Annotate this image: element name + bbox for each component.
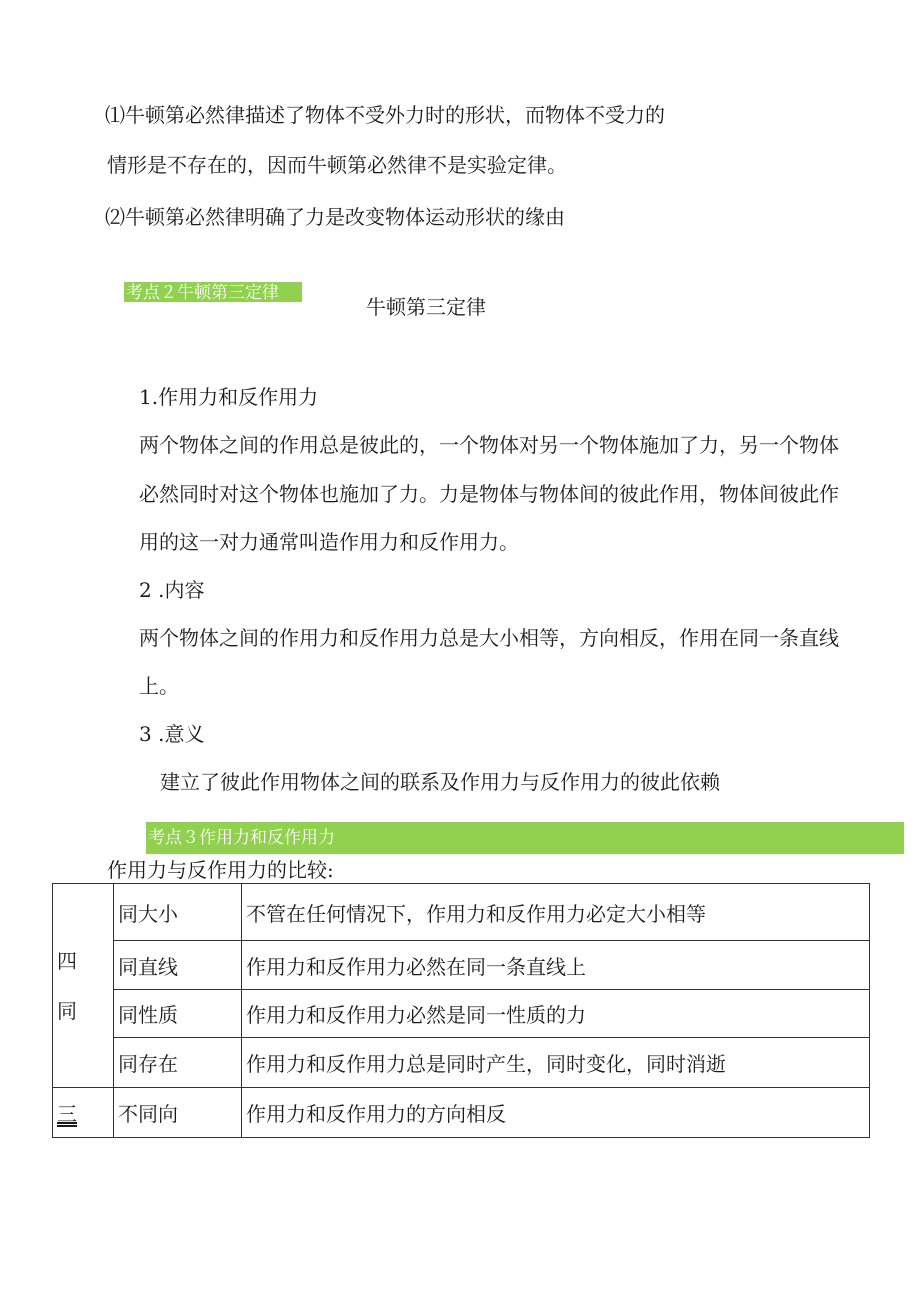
heading-1: 1.作用力和反作用力 — [139, 385, 319, 409]
paragraph-1-line-2: 必然同时对这个物体也施加了力。力是物体与物体间的彼此作用，物体间彼此作 — [139, 482, 839, 506]
comparison-table — [52, 883, 870, 1138]
group-label-three — [53, 1088, 114, 1138]
section-badge-kaodian-2: 考点２牛顿第三定律 — [124, 282, 302, 302]
row-description: 作用力和反作用力的方向相反 — [242, 1088, 870, 1138]
group-label-char-1: 四 — [57, 948, 77, 973]
intro-paragraph-3: ⑵牛顿第必然律明确了力是改变物体运动形状的缘由 — [105, 205, 565, 229]
paragraph-3: 建立了彼此作用物体之间的联系及作用力与反作用力的彼此依赖 — [160, 770, 720, 794]
row-name: 同大小 — [114, 884, 242, 941]
table-row — [53, 1088, 870, 1138]
group-label-char-2: 同 — [57, 998, 77, 1023]
intro-paragraph-1: ⑴牛顿第必然律描述了物体不受外力时的形状，而物体不受力的 — [105, 103, 665, 127]
row-description: 不管在任何情况下，作用力和反作用力必定大小相等 — [242, 884, 870, 941]
section-badge-kaodian-3: 考点３作用力和反作用力 — [146, 822, 904, 854]
table-caption: 作用力与反作用力的比较: — [107, 858, 334, 882]
group-label-three-char: 三 — [57, 1102, 77, 1126]
row-name: 不同向 — [114, 1088, 242, 1138]
table-row — [53, 990, 870, 1038]
paragraph-2-line-2: 上。 — [139, 674, 179, 698]
intro-paragraph-2: 情形是不存在的，因而牛顿第必然律不是实验定律。 — [107, 153, 567, 177]
row-description: 作用力和反作用力必然在同一条直线上 — [242, 941, 870, 990]
paragraph-2-line-1: 两个物体之间的作用力和反作用力总是大小相等，方向相反，作用在同一条直线 — [139, 626, 839, 650]
table-row — [53, 1038, 870, 1088]
row-name: 同存在 — [114, 1038, 242, 1088]
paragraph-1-line-1: 两个物体之间的作用总是彼此的，一个物体对另一个物体施加了力，另一个物体 — [139, 433, 839, 457]
table-row — [53, 941, 870, 990]
row-name: 同性质 — [114, 990, 242, 1038]
row-description: 作用力和反作用力必然是同一性质的力 — [242, 990, 870, 1038]
table-row — [53, 884, 870, 941]
paragraph-1-line-3: 用的这一对力通常叫造作用力和反作用力。 — [139, 530, 519, 554]
row-name: 同直线 — [114, 941, 242, 990]
group-label-four-same — [53, 884, 114, 1088]
section-title: 牛顿第三定律 — [366, 295, 486, 319]
row-description: 作用力和反作用力总是同时产生，同时变化，同时消逝 — [242, 1038, 870, 1088]
heading-3: 3 .意义 — [139, 722, 205, 746]
heading-2: 2 .内容 — [139, 578, 205, 602]
